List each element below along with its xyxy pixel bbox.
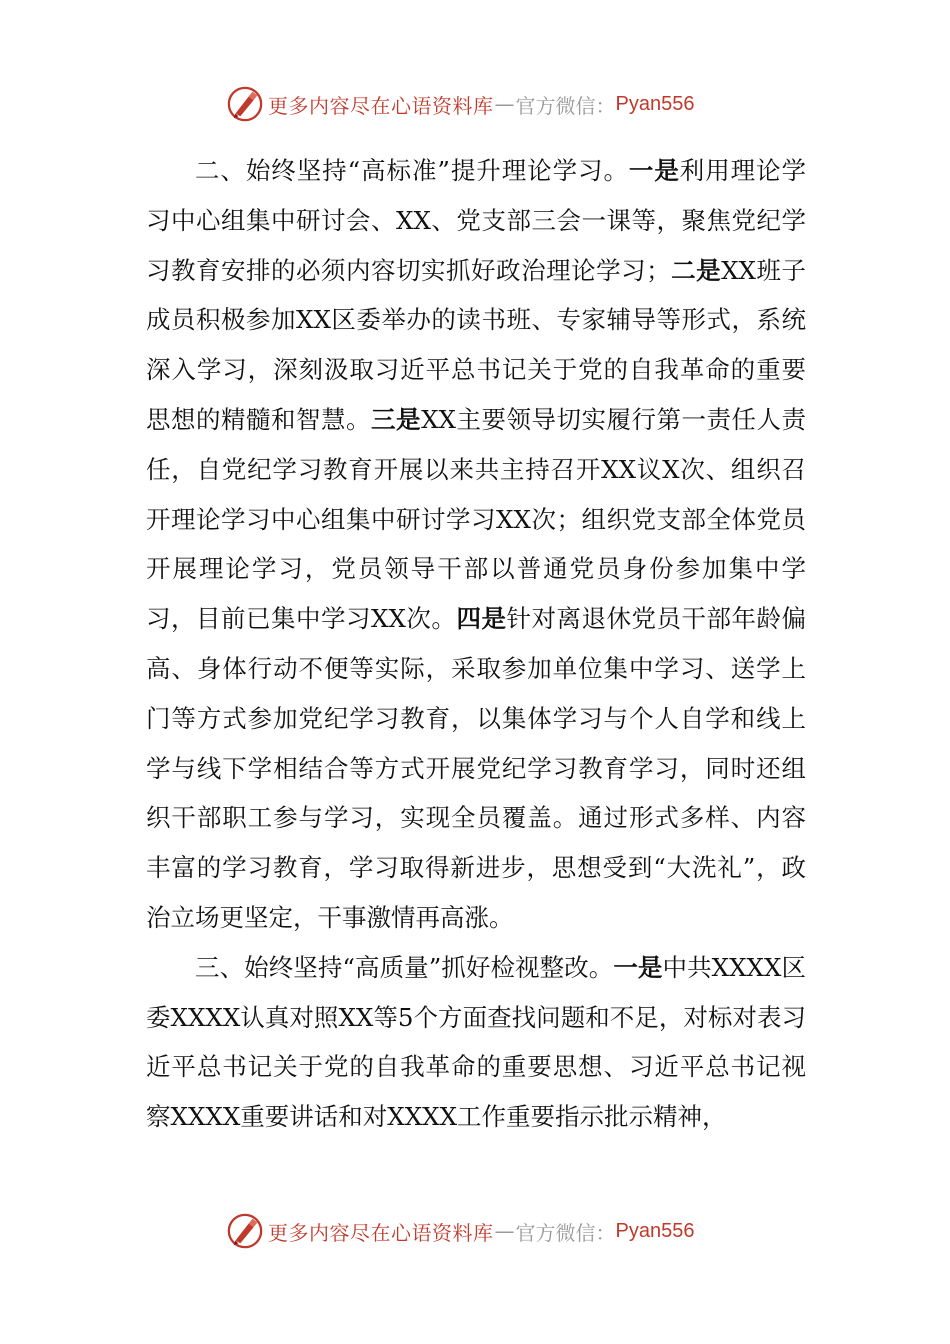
emphasis-marker: 一是 — [613, 952, 663, 982]
banner-text: 更多内容尽在心语资料库 — [268, 1220, 494, 1245]
emphasis-marker: 一是 — [628, 156, 680, 185]
paragraph-text: 利用理论学习中心组集中研讨会、XX、党支部三会一课等，聚焦党纪学习教育安排的必须内容切实抓好政治理论学习； — [146, 156, 807, 285]
banner-dash: — — [494, 1219, 515, 1243]
paragraph-text: 二、始终坚持“高标准”提升理论学习。 — [195, 156, 629, 185]
paragraph-text: 三、始终坚持“高质量”抓好检视整改。 — [195, 952, 614, 982]
emphasis-marker: 二是 — [670, 255, 722, 285]
banner-account: Pyan556 — [615, 1219, 695, 1242]
banner-text: 更多内容尽在心语资料库 — [268, 93, 494, 118]
pen-logo-icon — [226, 1212, 264, 1250]
banner-label: 官方微信： — [515, 93, 616, 118]
paragraph — [146, 943, 806, 1142]
footer-banner — [226, 1211, 694, 1251]
paragraph-text: 中共XXXX区委XXXX认真对照XX等5个方面查找问题和不足，对标对表习近平总书记关于党的自我革命的重要思想、习近平总书记视察XXXX重要讲话和对XXXX工作重要指示批示精神， — [146, 952, 806, 1132]
emphasis-marker: 四是 — [456, 604, 507, 634]
banner-account: Pyan556 — [615, 92, 695, 115]
banner-label: 官方微信： — [515, 1220, 616, 1245]
paragraph-text: 针对离退休党员干部年龄偏高、身体行动不便等实际，采取参加单位集中学习、送学上门等方式参加党纪学习教育，以集体学习与个人自学和线上学与线下学相结合等方式开展党纪学习教育学习，同时还组织干部职工参与学习，实现全员覆盖。通过形式多样、内容丰富的学习教育，学习取得新进步，思想受到“大洗礼”，政治立场更坚定，干事激情再高涨。 — [146, 604, 807, 932]
pen-logo-icon — [226, 85, 264, 123]
paragraph-text: XX主要领导切实履行第一责任人责任，自党纪学习教育开展以来共主持召开XX议X次、组织召开理论学习中心组集中研讨学习XX次；组织党支部全体党员开展理论学习，党员领导干部以普通党员身份参加集中学习，目前已集中学习XX次。 — [146, 404, 807, 634]
paragraph-text: XX班子成员积极参加XX区委举办的读书班、专家辅导等形式，系统深入学习，深刻汲取习近平总书记关于党的自我革命的重要思想的精髓和智慧。 — [146, 255, 807, 434]
banner-dash: — — [494, 92, 515, 116]
paragraph — [146, 146, 806, 943]
header-banner — [226, 84, 694, 124]
emphasis-marker: 三是 — [371, 404, 422, 434]
document-body — [146, 146, 806, 1142]
